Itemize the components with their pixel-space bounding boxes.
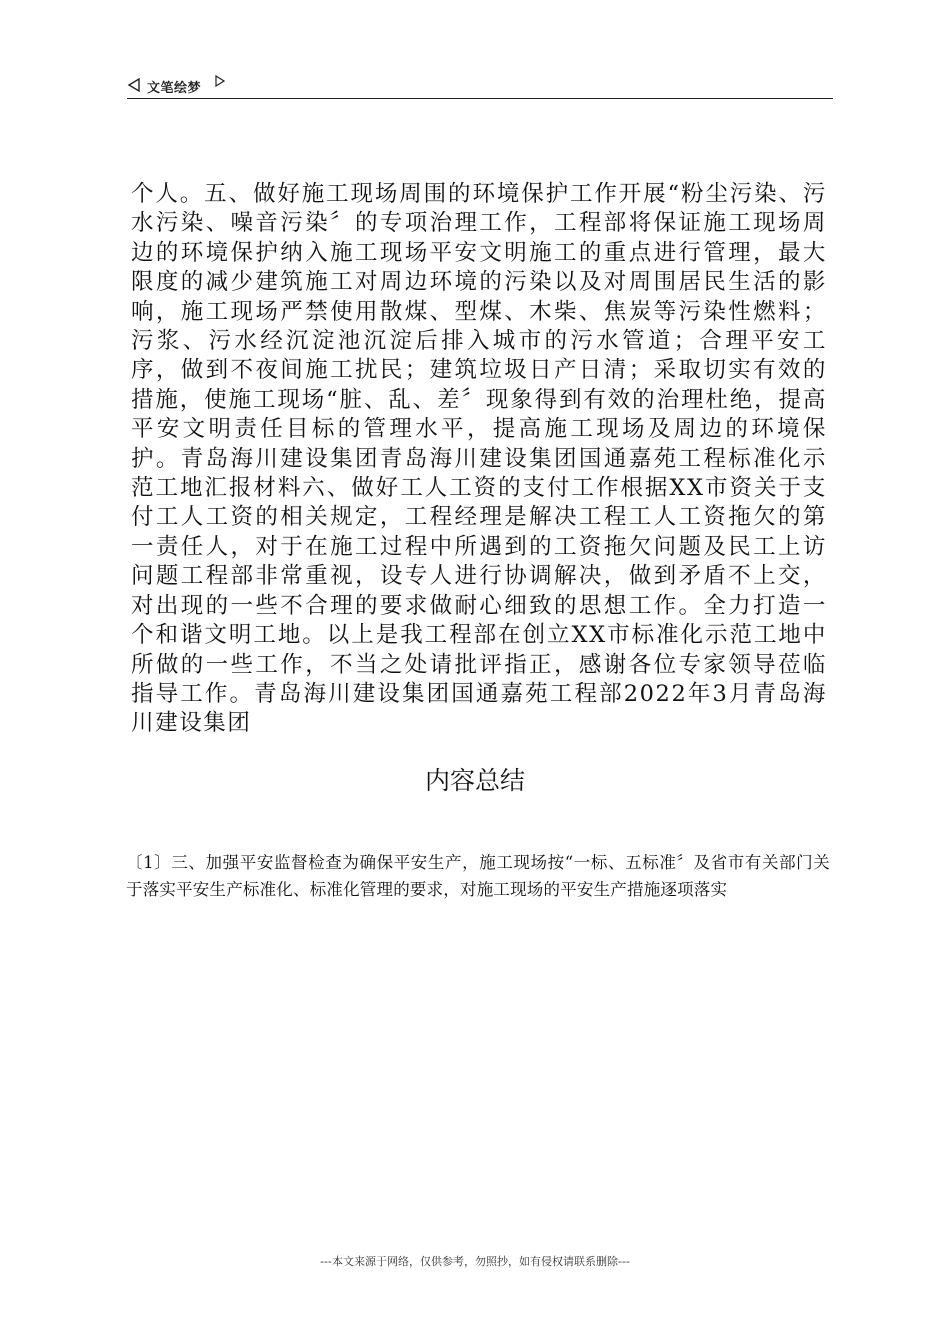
summary-title: 内容总结 [424, 766, 525, 795]
page-header [127, 74, 833, 99]
body-paragraph: 个人。五、做好施工现场周围的环境保护工作开展“粉尘污染、污水污染、噪音污染〞的专项治理工作，工程部将保证施工现场周边的环境保护纳入施工现场平安文明施工的重点进行管理，最大限度的减少建筑施工对周边环境的污染以及对周围居民生活的影响，施工现场严禁使用散煤、型煤、木柴、焦炭等污染性燃料；污浆、污水经沉淀池沉淀后排入城市的污水管道；合理平安工序，做到不夜间施工扰民；建筑垃圾日产日清；采取切实有效的措施，使施工现场“脏、乱、差〞现象得到有效的治理杜绝，提高平安文明责任目标的管理水平，提高施工现场及周边的环境保护。青岛海川建设集团青岛海川建设集团国通嘉苑工程标准化示范工地汇报材料六、做好工人工资的支付工作根据XX市资关于支付工人工资的相关规定，工程经理是解决工程工人工资拖欠的第一责任人，对于在施工过程中所遇到的工资拖欠问题及民工上访问题工程部非常重视，设专人进行协调解决，做到矛盾不上交，对出现的一些不合理的要求做耐心细致的思想工作。全力打造一个和谐文明工地。以上是我工程部在创立XX市标准化示范工地中所做的一些工作，不当之处请批评指正，感谢各位专家领导莅临指导工作。青岛海川建设集团国通嘉苑工程部2022年3月青岛海川建设集团 [131, 181, 827, 737]
footer-notice: ---本文来源于网络，仅供参考，勿照抄，如有侵权请联系删除--- [320, 1255, 630, 1268]
header-brand: 文笔绘梦 [147, 81, 202, 96]
summary-paragraph: 〔1〕三、加强平安监督检查为确保平安生产，施工现场按“一标、五标准〞及省市有关部门关于落实平安生产标准化、标准化管理的要求，对施工现场的平安生产措施逐项落实 [126, 853, 830, 899]
triangle-left-outline-icon [127, 78, 141, 92]
triangle-right-outline-icon [215, 75, 225, 87]
